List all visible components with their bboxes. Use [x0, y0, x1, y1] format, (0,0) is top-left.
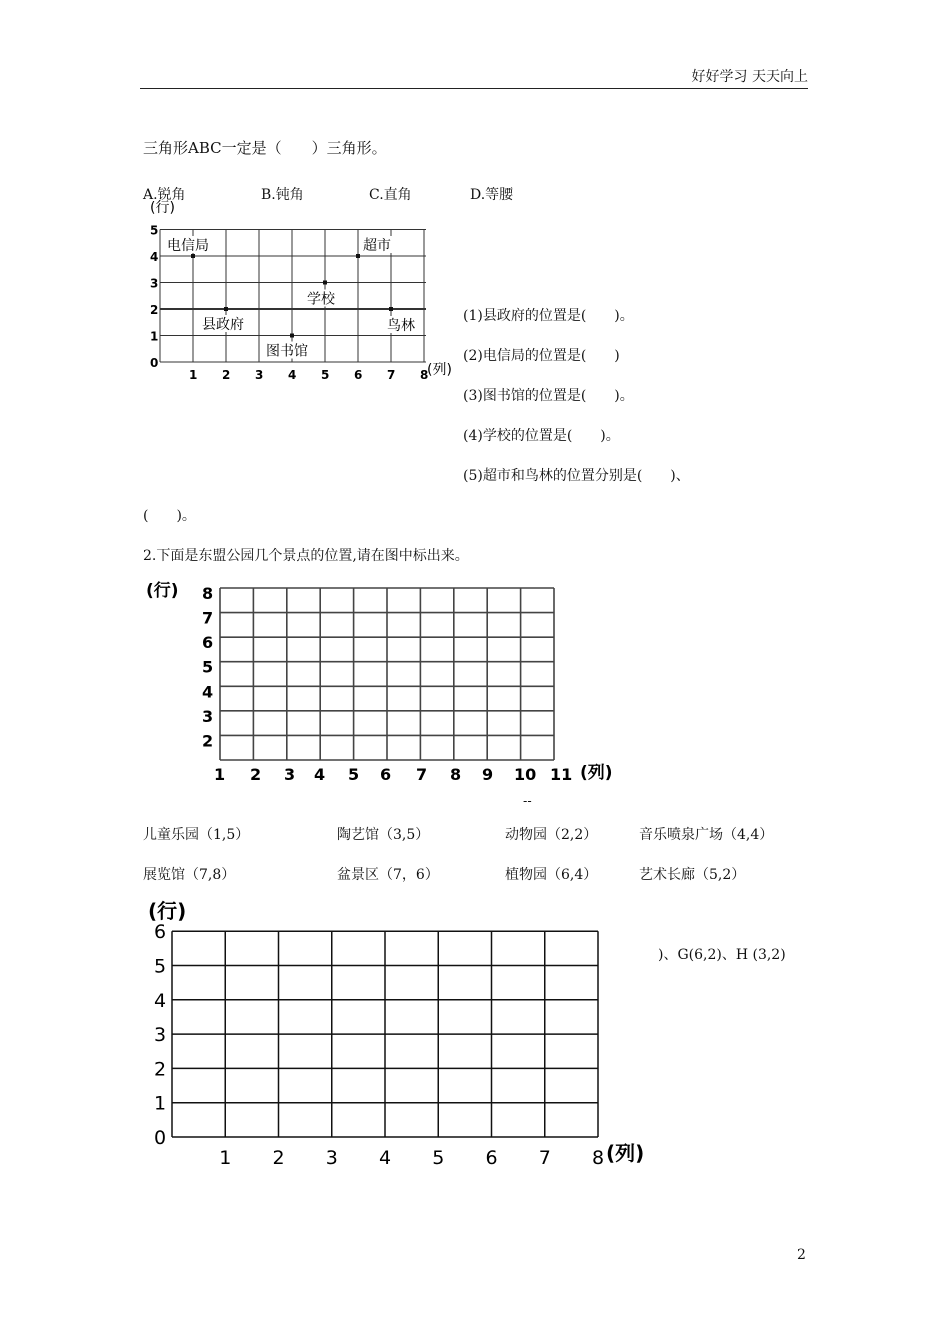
chart3-y-ticks	[154, 921, 166, 1149]
page-header: 好好学习 天天向上	[691, 69, 808, 85]
header-divider	[140, 88, 808, 89]
y-tick-label: 0	[150, 356, 159, 370]
place-label: 超市	[363, 238, 391, 254]
chart2-x-axis-label: (列)	[580, 763, 613, 783]
chart2-grid	[220, 588, 554, 760]
x-tick-label: 6	[380, 765, 392, 784]
y-tick-label: 6	[154, 921, 167, 944]
chart1-x-axis-label: (列)	[427, 362, 452, 378]
question-3: (3)图书馆的位置是( )。	[463, 388, 634, 404]
x-tick-label: 3	[325, 1147, 338, 1169]
place-point	[224, 307, 228, 311]
question-4: (4)学校的位置是( )。	[463, 428, 620, 444]
y-tick-label: 1	[154, 1092, 167, 1115]
y-tick-label: 5	[202, 657, 214, 677]
y-tick-label: 2	[154, 1058, 167, 1081]
y-tick-label: 1	[150, 329, 159, 344]
chart1-y-axis-label: (行)	[150, 200, 175, 216]
x-tick-label: 7	[387, 368, 396, 382]
page-number: 2	[797, 1247, 806, 1263]
place-label: 电信局	[167, 238, 209, 254]
y-tick-label: 3	[202, 706, 214, 726]
chart2-y-axis-label: (行)	[146, 581, 179, 601]
place-point	[290, 334, 294, 338]
spot-item: 植物园（6,4）	[505, 867, 598, 883]
x-tick-label: 4	[314, 765, 326, 784]
y-tick-label: 2	[150, 303, 159, 317]
question-5: (5)超市和鸟林的位置分别是( )、	[463, 468, 690, 484]
x-tick-label: 6	[485, 1147, 498, 1169]
y-tick-label: 0	[154, 1127, 167, 1149]
y-tick-label: 6	[202, 633, 214, 653]
option-c: C.直角	[369, 187, 412, 203]
place-point	[191, 254, 195, 258]
x-tick-label: 2	[222, 368, 231, 382]
spot-item: 动物园（2,2）	[505, 827, 598, 843]
question-2-title: 2.下面是东盟公园几个景点的位置,请在图中标出来。	[143, 548, 469, 564]
spot-item: 艺术长廊（5,2）	[639, 867, 746, 883]
y-tick-label: 3	[154, 1024, 167, 1047]
x-tick-label: 2	[250, 765, 262, 784]
spot-item: 陶艺馆（3,5）	[337, 827, 430, 843]
question-5-tail: ( )。	[143, 508, 196, 524]
place-label: 学校	[307, 291, 335, 308]
question-1: (1)县政府的位置是( )。	[463, 308, 634, 324]
place-point	[356, 254, 360, 258]
x-tick-label: 11	[550, 765, 573, 784]
x-tick-label: 9	[482, 765, 494, 784]
chart3-y-axis-label: (行)	[148, 899, 187, 923]
y-tick-label: 4	[150, 250, 159, 264]
x-tick-label: 8	[450, 765, 462, 784]
x-tick-label: 1	[219, 1147, 232, 1169]
spot-item: 盆景区（7，6）	[337, 867, 439, 883]
x-tick-label: 1	[189, 368, 198, 382]
chart1-y-ticks	[150, 224, 158, 371]
chart1-map	[140, 196, 470, 386]
x-tick-label: 10	[514, 765, 537, 784]
y-tick-label: 5	[154, 955, 167, 978]
y-tick-label: 4	[202, 682, 214, 702]
y-tick-label: 7	[202, 608, 214, 628]
x-tick-label: 8	[420, 368, 429, 382]
question-stem: 三角形ABC一定是（ ）三角形。	[143, 139, 387, 157]
chart1-x-ticks	[189, 368, 428, 382]
place-label: 图书馆	[266, 343, 308, 360]
x-tick-label: 4	[379, 1147, 392, 1169]
place-point	[323, 281, 327, 285]
spot-item: 音乐喷泉广场（4,4）	[639, 827, 774, 843]
chart3-x-ticks	[219, 1147, 604, 1169]
spot-item: 儿童乐园（1,5）	[143, 827, 250, 843]
y-tick-label: 5	[150, 223, 159, 238]
x-tick-label: 1	[214, 765, 226, 784]
x-tick-label: 3	[284, 765, 296, 784]
x-tick-label: 4	[288, 368, 297, 382]
option-d: D.等腰	[470, 187, 514, 203]
y-tick-label: 4	[154, 989, 167, 1012]
chart2-grid-map	[140, 574, 640, 790]
chart3-grid-map	[140, 892, 660, 1172]
chart3-grid	[172, 931, 598, 1137]
option-b: B.钝角	[261, 187, 304, 203]
place-point	[389, 307, 393, 311]
x-tick-label: 5	[321, 368, 330, 382]
x-tick-label: 5	[348, 765, 360, 784]
x-tick-label: 2	[272, 1147, 285, 1169]
spot-item: 展览馆（7,8）	[143, 867, 236, 883]
y-tick-label: 8	[202, 584, 214, 603]
chart3-side-text: )、G(6,2)、H (3,2)	[658, 947, 786, 963]
place-label: 鸟林	[387, 318, 415, 334]
x-tick-label: 6	[354, 368, 363, 382]
chart2-y-ticks	[202, 584, 213, 750]
x-tick-label: 5	[432, 1147, 445, 1169]
question-2: (2)电信局的位置是( )	[463, 348, 620, 364]
chart2-x-ticks	[214, 765, 572, 784]
x-tick-label: 7	[416, 765, 428, 784]
place-label: 县政府	[202, 317, 244, 333]
x-tick-label: 8	[592, 1147, 605, 1169]
chart2-stray-mark: --	[523, 794, 532, 808]
chart3-x-axis-label: (列)	[606, 1141, 645, 1165]
option-a: A.锐角	[143, 187, 186, 203]
x-tick-label: 3	[255, 368, 264, 382]
y-tick-label: 2	[202, 731, 214, 751]
x-tick-label: 7	[538, 1147, 551, 1169]
y-tick-label: 3	[150, 276, 159, 291]
